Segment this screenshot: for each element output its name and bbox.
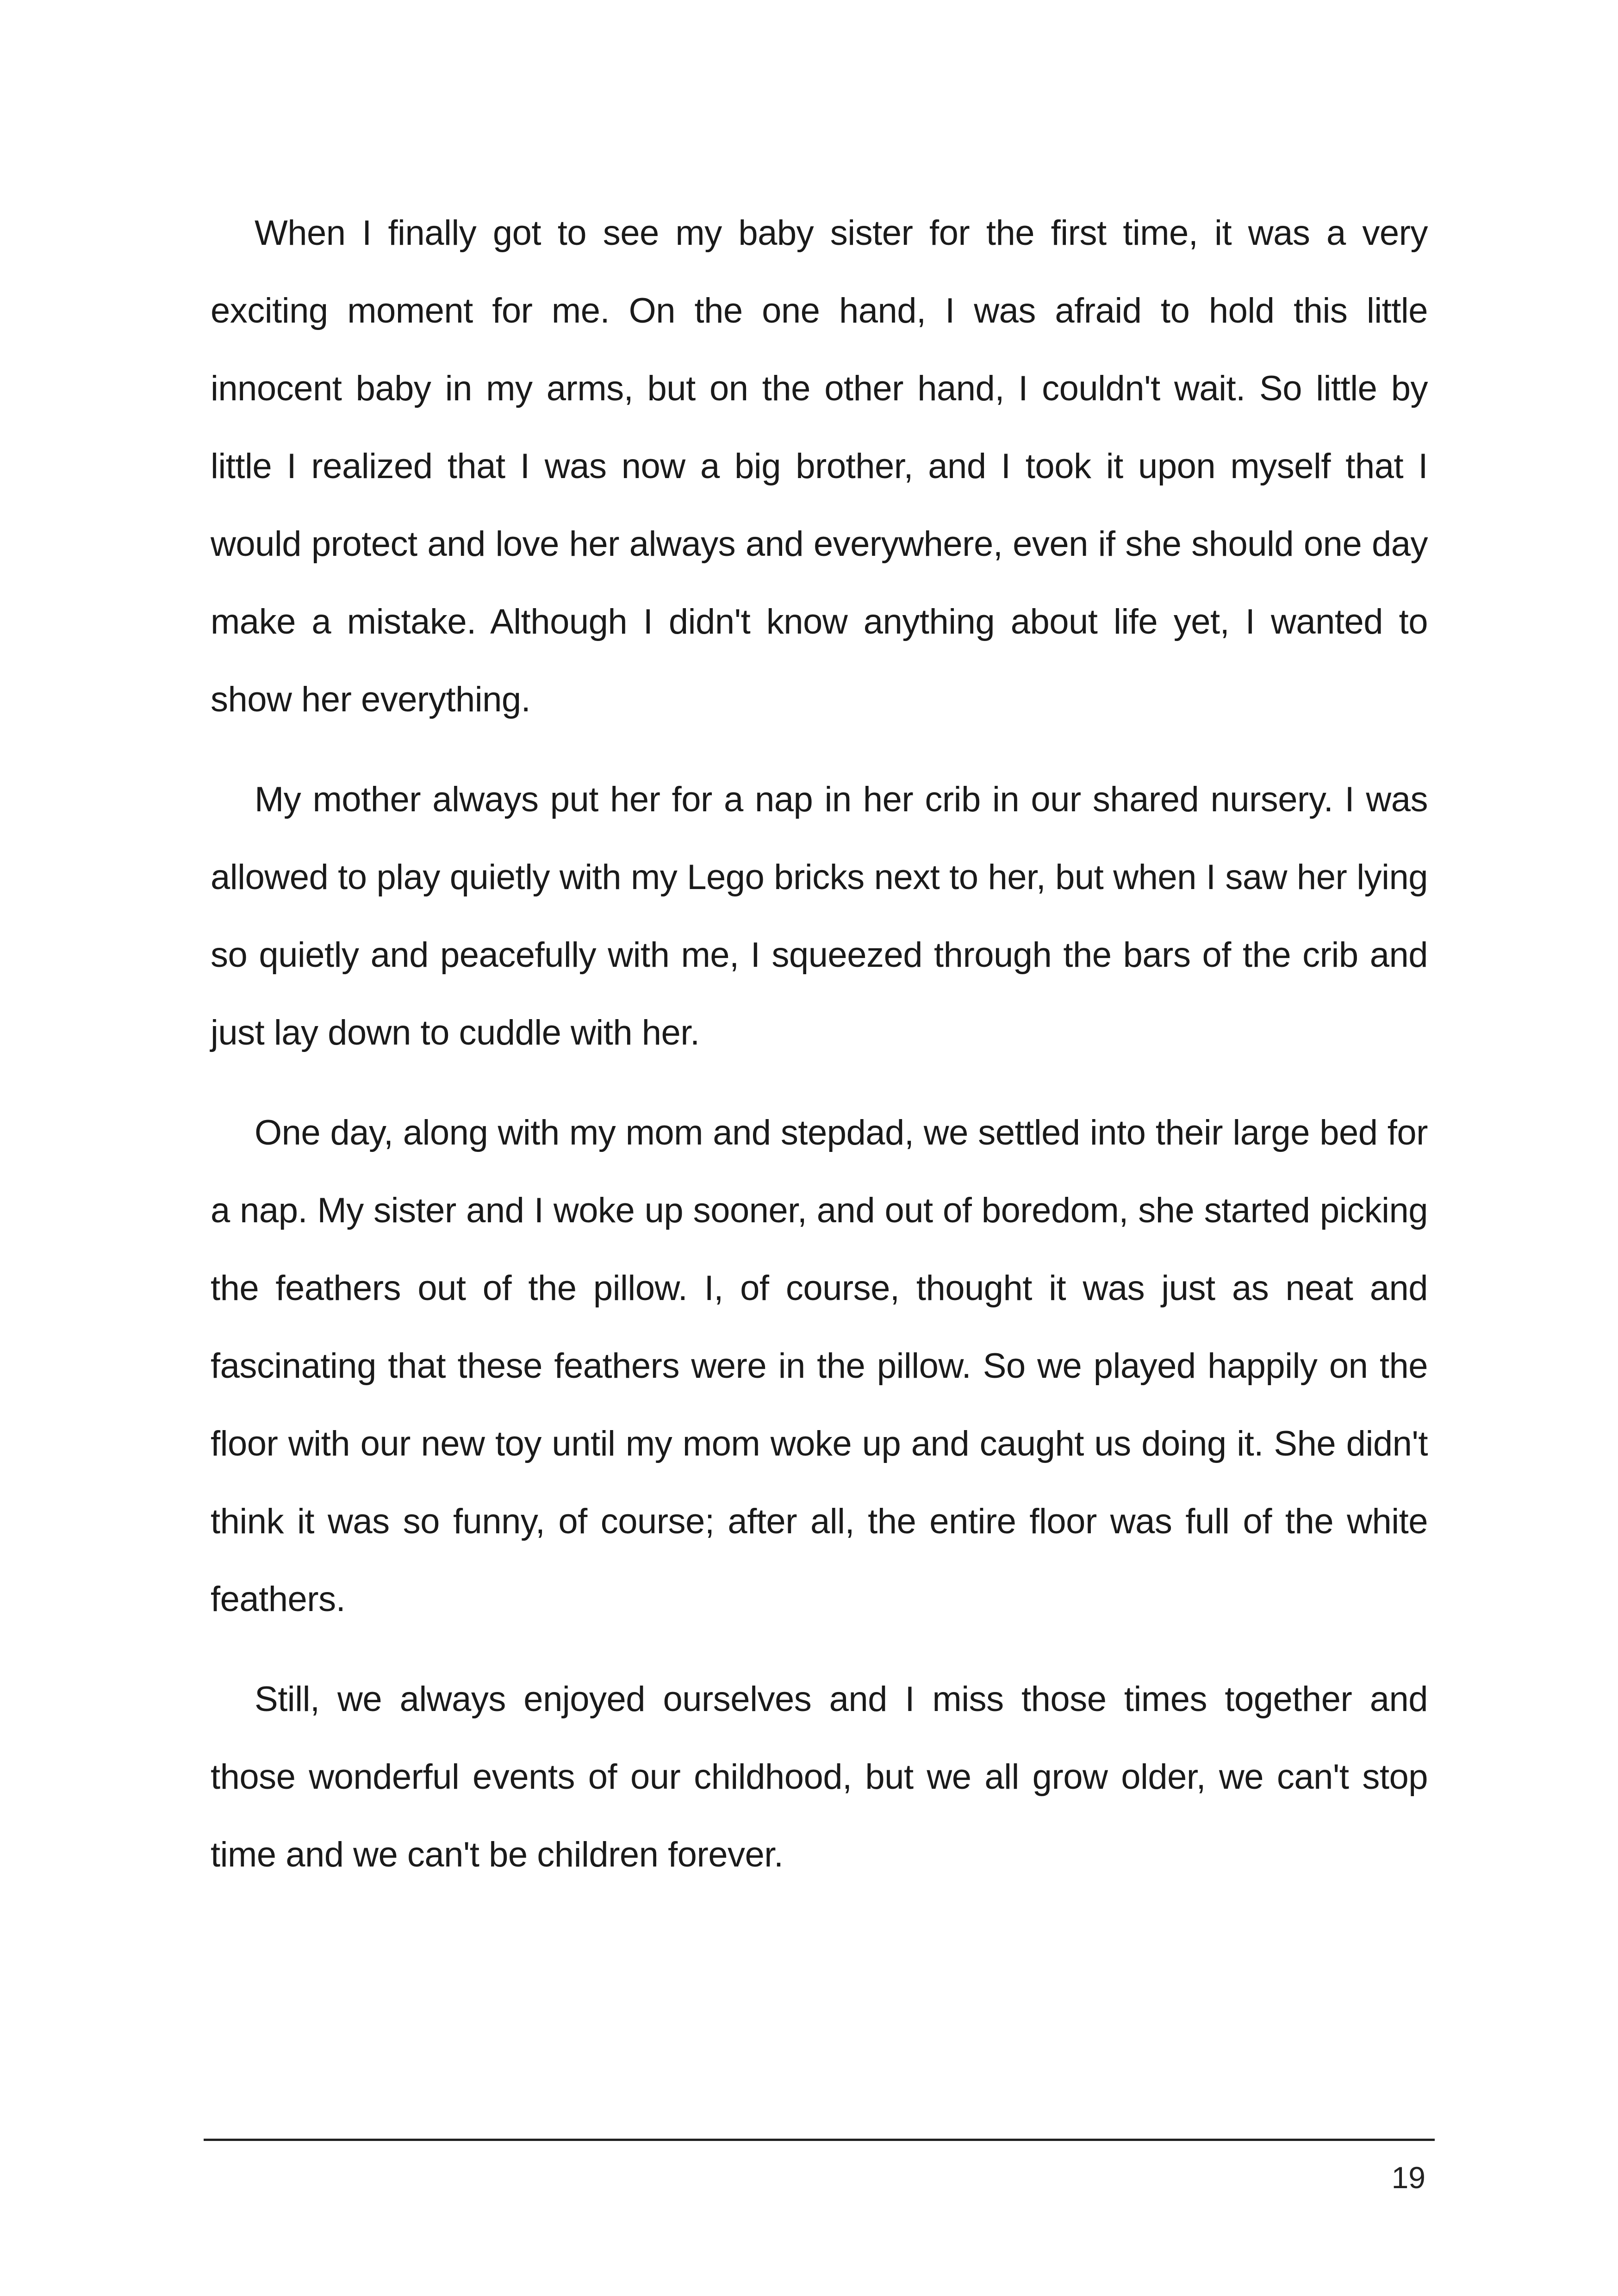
- paragraph-1: When I finally got to see my baby sister for the first time, it was a very exciting moment for me. On the one hand, I was afraid to hold this little innocent baby in my arms, but on the other hand, I couldn't wait. So little by little I realized that I was now a big brother, and I took it upon myself that I would protect and love her always and everywhere, even if she should one day make a mistake. Although I didn't know anything about life yet, I wanted to show her everything.: [211, 213, 1428, 719]
- page-number: 19: [1391, 2160, 1425, 2195]
- paragraph-2: My mother always put her for a nap in her crib in our shared nursery. I was allowed to play quietly with my Lego bricks next to her, but when I saw her lying so quietly and peacefully with me, I squeezed through the bars of the crib and just lay down to cuddle with her.: [211, 780, 1428, 1052]
- paragraph-3: One day, along with my mom and stepdad, we settled into their large bed for a nap. My sister and I woke up sooner, and out of boredom, she started picking the feathers out of the pillow. I, of course, thought it was just as neat and fascinating that these feathers were in the pillow. So we played happily on the floor with our new toy until my mom woke up and caught us doing it. She didn't think it was so funny, of course; after all, the entire floor was full of the white feathers.: [211, 1113, 1428, 1619]
- footer-divider: [204, 2139, 1435, 2141]
- page-body: [211, 194, 1428, 1916]
- paragraph-4: Still, we always enjoyed ourselves and I miss those times together and those wonderful events of our childhood, but we all grow older, we can't stop time and we can't be children forever.: [211, 1680, 1428, 1874]
